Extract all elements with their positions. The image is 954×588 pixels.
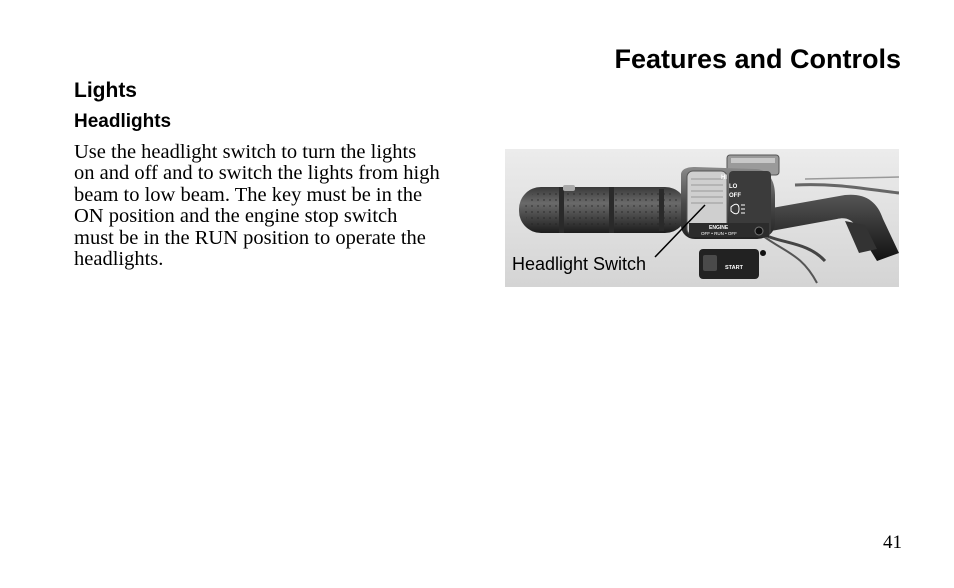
body-line: on and off and to switch the lights from high	[74, 162, 440, 185]
switch-label-engine: ENGINE	[709, 225, 729, 231]
body-line: Use the headlight switch to turn the lights	[74, 141, 417, 163]
body-line: headlights.	[74, 248, 164, 271]
switch-label-off: OFF	[729, 193, 741, 199]
page-number: 41	[883, 532, 902, 553]
section-title: Lights	[74, 79, 137, 102]
body-line: must be in the RUN position to operate the	[74, 226, 426, 249]
figure-callout-label: Headlight Switch	[512, 254, 647, 274]
subsection-title: Headlights	[74, 111, 172, 132]
body-line: beam to low beam. The key must be in the	[74, 183, 423, 206]
page-header-title: Features and Controls	[614, 44, 901, 74]
body-line: ON position and the engine stop switch	[74, 205, 398, 228]
body-paragraph	[74, 142, 474, 270]
switch-label-engine-positions: OFF • RUN • OFF	[701, 231, 737, 236]
switch-label-lo: LO	[729, 184, 738, 190]
switch-label-start: START	[725, 265, 743, 271]
switch-label-hi: HI	[721, 175, 727, 181]
handlebar-switch-photo	[505, 149, 899, 287]
